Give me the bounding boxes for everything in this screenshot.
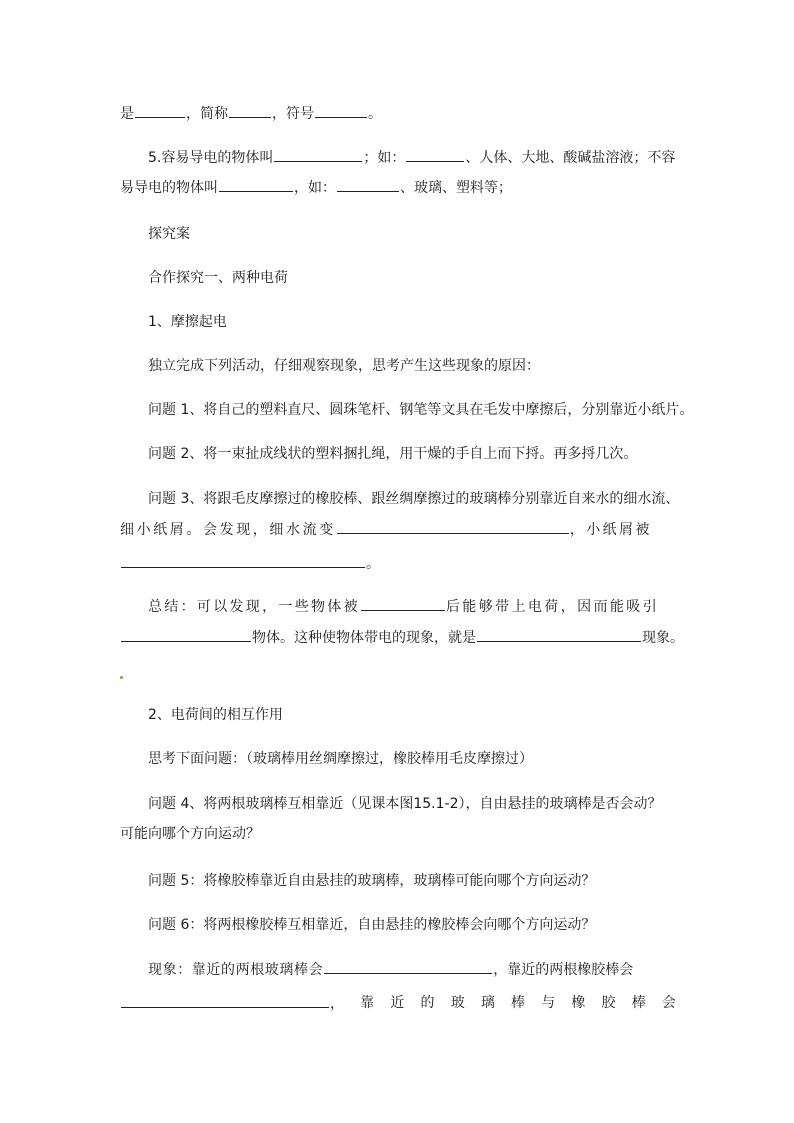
q4-tail-line: 是 ，简称 ，符号 。 <box>120 106 382 122</box>
problem-2: 问题 2、将一束扯成线状的塑料捆扎绳，用干燥的手自上而下捋。再多捋几次。 <box>148 446 638 462</box>
think-prompt: 思考下面问题：（玻璃棒用丝绸摩擦过，橡胶棒用毛皮摩擦过） <box>148 751 533 767</box>
problem-5: 问题 5：将橡胶棒靠近自由悬挂的玻璃棒，玻璃棒可能向哪个方向运动？ <box>148 873 596 889</box>
answer-blank[interactable] <box>337 520 569 534</box>
summary-line-1: 总结：可以发现，一些物体被 后能够带上电荷，因而能吸引 <box>148 599 660 615</box>
answer-blank[interactable] <box>219 178 293 192</box>
coop-title: 合作探究一、两种电荷 <box>148 270 288 286</box>
subsection-title: 1、摩擦起电 <box>148 314 227 330</box>
answer-blank[interactable] <box>121 994 329 1008</box>
answer-blank[interactable] <box>121 628 251 642</box>
problem-6: 问题 6：将两根橡胶棒互相靠近，自由悬挂的橡胶棒会向哪个方向运动？ <box>148 917 596 933</box>
subsection-title: 2、电荷间的相互作用 <box>148 707 283 723</box>
q5-line-1: 5.容易导电的物体叫 ；如： 、人体、大地、酸碱盐溶液；不容 <box>148 150 676 166</box>
problem-3-line-3: 。 <box>120 554 676 573</box>
phenomenon-line-2: ， 靠 近 的 玻 璃 棒 与 橡 胶 棒 会 <box>120 994 676 1013</box>
answer-blank[interactable] <box>477 628 641 642</box>
answer-blank[interactable] <box>406 148 464 162</box>
problem-4-line-2: 可能向哪个方向运动？ <box>120 826 260 842</box>
problem-3-line-1: 问题 3、将跟毛皮摩擦过的橡胶棒、跟丝绸摩擦过的玻璃棒分别靠近自来水的细水流、 <box>148 491 680 507</box>
intro-text: 独立完成下列活动，仔细观察现象，思考产生这些现象的原因： <box>148 358 540 374</box>
q5-line-2: 易导电的物体叫 ，如： 、玻璃、塑料等； <box>120 180 512 196</box>
summary-line-2: 物体。这种使物体带电的现象，就是 现象。 <box>120 628 676 647</box>
section-title: 探究案 <box>148 226 190 242</box>
answer-blank[interactable] <box>315 104 367 118</box>
answer-blank[interactable] <box>135 104 185 118</box>
answer-blank[interactable] <box>324 960 492 974</box>
problem-1: 问题 1、将自己的塑料直尺、圆珠笔杆、钢笔等文具在毛发中摩擦后，分别靠近小纸片。 <box>148 402 694 418</box>
answer-blank[interactable] <box>361 597 445 611</box>
problem-3-line-2: 细小纸屑。会发现，细水流变 ，小纸屑被 <box>120 522 652 538</box>
answer-blank[interactable] <box>121 554 365 568</box>
problem-4-line-1: 问题 4、将两根玻璃棒互相靠近（见课本图15.1-2），自由悬挂的玻璃棒是否会动？ <box>148 796 662 812</box>
answer-blank[interactable] <box>337 178 399 192</box>
answer-blank[interactable] <box>229 104 271 118</box>
phenomenon-line-1: 现象：靠近的两根玻璃棒会 ，靠近的两根橡胶棒会 <box>148 962 634 978</box>
answer-blank[interactable] <box>274 148 362 162</box>
stray-mark <box>120 676 123 679</box>
